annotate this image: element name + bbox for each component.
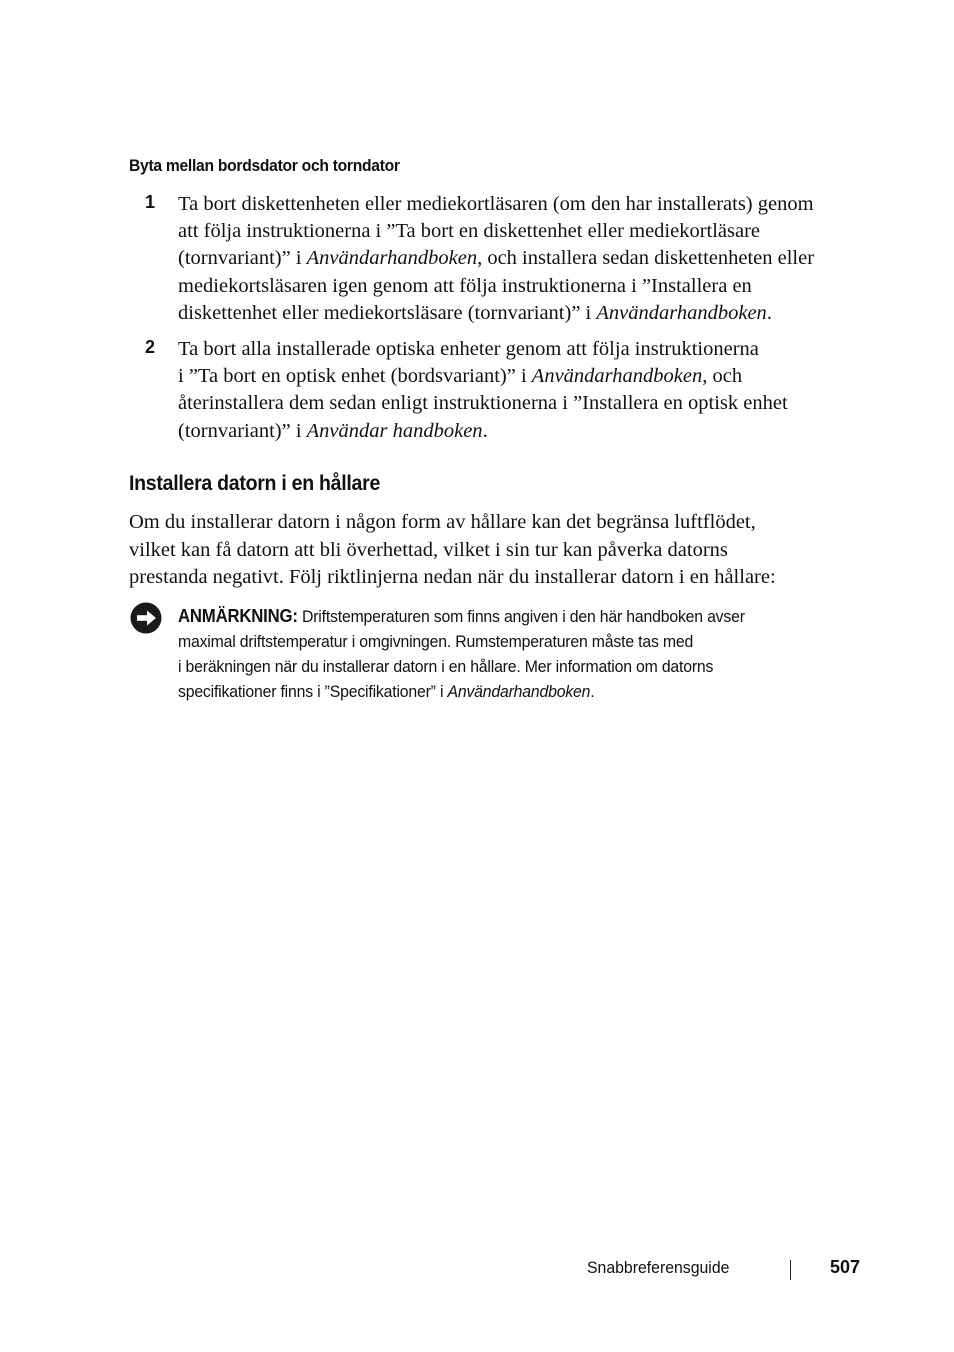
body-paragraph — [129, 509, 869, 592]
manual-reference: Användarhandboken — [306, 247, 478, 270]
step-text — [178, 191, 868, 327]
text-line: återinstallera dem sedan enligt instruktionerna i ”Installera en optisk enhet — [178, 392, 788, 415]
footer-title: Snabbreferensguide — [587, 1258, 730, 1277]
notice-box — [178, 604, 878, 704]
manual-reference: Användar handboken — [306, 419, 483, 442]
text-line: Ta bort diskettenheten eller mediekortläsaren (om den har installerats) genom — [178, 193, 814, 215]
section-title: Installera datorn i en hållare — [129, 472, 381, 495]
text-line: Ta bort alla installerade optiska enheter genom att följa instruktionerna — [178, 338, 759, 360]
notice-arrow-icon — [130, 602, 162, 634]
manual-reference: Användarhandboken — [531, 365, 703, 388]
subheading: Byta mellan bordsdator och torndator — [129, 156, 400, 175]
step-number: 1 — [145, 192, 156, 212]
text-line: mediekortsläsaren igen genom att följa instruktionerna i ”Installera en — [178, 274, 752, 297]
text-line: i ”Ta bort en optisk enhet (bordsvariant)” i Användarhandboken, och — [178, 365, 743, 388]
footer-divider — [790, 1260, 791, 1280]
manual-reference: Användarhandboken — [596, 301, 767, 324]
text-line: prestanda negativt. Följ riktlinjerna nedan när du installerar datorn i en hållare: — [129, 566, 776, 588]
step-text — [178, 336, 868, 445]
text-line: vilket kan få datorn att bli överhettad, vilket i sin tur kan påverka datorns — [129, 538, 728, 561]
notice-line: specifikationer finns i ”Specifikationer” i Användarhandboken. — [178, 682, 595, 701]
notice-line: i beräkningen när du installerar datorn i en hållare. Mer information om datorns — [178, 657, 714, 676]
manual-reference: Användarhandboken — [447, 682, 591, 701]
text-line: diskettenhet eller mediekortsläsare (tornvariant)” i Användarhandboken. — [178, 301, 772, 324]
text-line: (tornvariant)” i Användarhandboken, och installera sedan diskettenheten eller — [178, 247, 815, 270]
notice-line: ANMÄRKNING: Driftstemperaturen som finns angiven i den här handboken avser — [178, 606, 745, 626]
text-line: Om du installerar datorn i någon form av hållare kan det begränsa luftflödet, — [129, 511, 756, 533]
text-line: (tornvariant)” i Användar handboken. — [178, 419, 488, 442]
notice-line: maximal driftstemperatur i omgivningen. Rumstemperaturen måste tas med — [178, 632, 694, 651]
notice-label: ANMÄRKNING: — [178, 606, 298, 626]
step-number: 2 — [145, 337, 156, 357]
text-line: att följa instruktionerna i ”Ta bort en diskettenhet eller mediekortläsare — [178, 220, 761, 243]
page-number: 507 — [830, 1257, 861, 1277]
